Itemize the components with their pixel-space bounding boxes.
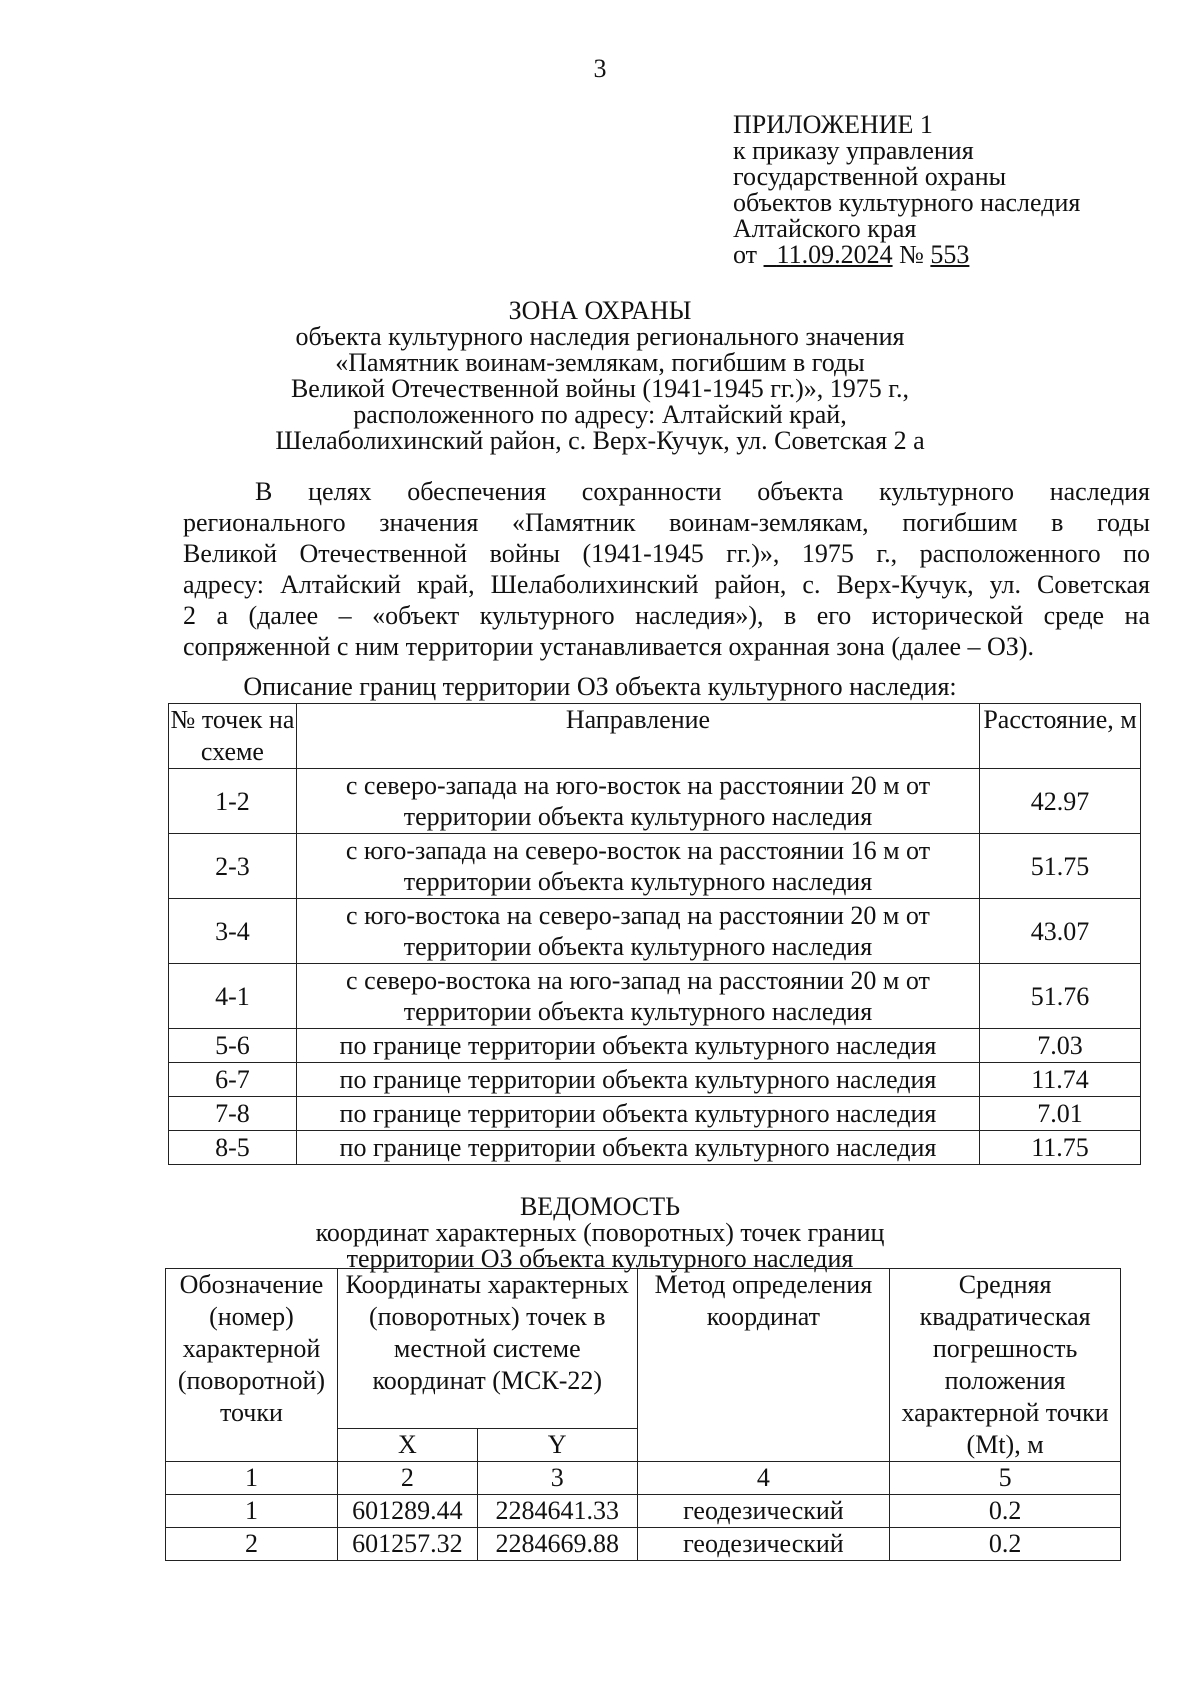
header-direction: Направление [296,704,979,769]
paragraph-line: Великой Отечественной войны (1941-1945 гг.)», 1975 г., расположенного по [183,539,1150,568]
paragraph-line: В целях обеспечения сохранности объекта культурного наследия [255,477,1150,506]
appendix-line: объектов культурного наследия [733,188,1081,217]
table-row [169,1063,1141,1097]
paragraph-line: регионального значения «Памятник воинам-землякам, погибшим в годы [183,508,1150,537]
table-row [169,834,1141,899]
cell-distance: 51.75 [980,834,1141,899]
coordinates-table [165,1268,1121,1561]
table-row [169,769,1141,834]
cell-direction: с северо-востока на юго-запад на расстоянии 20 м от территории объекта культурного наследия [296,964,979,1029]
cell-y: 2284669.88 [477,1528,637,1561]
header-designation: Обозначение (номер) характерной (поворотной) точки [166,1269,338,1462]
appendix-line: к приказу управления [733,136,974,165]
appendix-block [733,112,1080,268]
boundary-table-caption: Описание границ территории ОЗ объекта культурного наследия: [243,672,957,701]
zone-desc-line: Шелаболихинский район, с. Верх-Кучук, ул. Советская 2 а [275,426,925,455]
vedomost-subtitle-line: координат характерных (поворотных) точек границ [315,1218,885,1247]
cell-point: 1 [166,1495,338,1528]
column-number: 4 [637,1462,890,1495]
table-row [166,1528,1121,1561]
header-method: Метод определения координат [637,1269,890,1462]
cell-distance: 11.75 [980,1131,1141,1165]
cell-error: 0.2 [890,1495,1121,1528]
zone-desc-line: Великой Отечественной войны (1941-1945 гг.)», 1975 г., [290,374,910,403]
cell-points: 2-3 [169,834,297,899]
table-header-row [169,704,1141,769]
appendix-line: государственной охраны [733,162,1007,191]
paragraph-line: адресу: Алтайский край, Шелаболихинский район, с. Верх-Кучук, ул. Советская [183,570,1150,599]
cell-points: 7-8 [169,1097,297,1131]
cell-distance: 42.97 [980,769,1141,834]
order-date: 11.09.2024 [776,240,893,269]
appendix-line: Алтайского края [733,214,917,243]
table-row [169,1097,1141,1131]
cell-points: 8-5 [169,1131,297,1165]
cell-distance: 11.74 [980,1063,1141,1097]
zone-title: ЗОНА ОХРАНЫ [508,296,692,325]
vedomost-title: ВЕДОМОСТЬ [519,1192,681,1221]
cell-distance: 7.01 [980,1097,1141,1131]
cell-points: 6-7 [169,1063,297,1097]
column-number: 1 [166,1462,338,1495]
appendix-title: ПРИЛОЖЕНИЕ 1 [733,110,933,139]
zone-desc-line: «Памятник воинам-землякам, погибшим в годы [335,348,865,377]
boundary-table [168,703,1141,1165]
cell-y: 2284641.33 [477,1495,637,1528]
cell-direction: по границе территории объекта культурного наследия [296,1131,979,1165]
table-row [169,1131,1141,1165]
cell-points: 1-2 [169,769,297,834]
intro-paragraph [183,476,1150,662]
cell-direction: по границе территории объекта культурного наследия [296,1097,979,1131]
cell-method: геодезический [637,1528,890,1561]
order-number: 553 [930,240,970,269]
cell-x: 601257.32 [337,1528,477,1561]
vedomost-subtitle-line: территории ОЗ объекта культурного наследия [346,1244,854,1273]
cell-points: 4-1 [169,964,297,1029]
zone-desc-line: объекта культурного наследия регионального значения [295,322,905,351]
zone-desc-line: расположенного по адресу: Алтайский край, [353,400,847,429]
column-number: 5 [890,1462,1121,1495]
table-row [166,1495,1121,1528]
cell-points: 5-6 [169,1029,297,1063]
cell-error: 0.2 [890,1528,1121,1561]
vedomost-subtitle [0,1220,1200,1272]
cell-distance: 51.76 [980,964,1141,1029]
cell-method: геодезический [637,1495,890,1528]
zone-description [0,324,1200,454]
cell-distance: 43.07 [980,899,1141,964]
cell-point: 2 [166,1528,338,1561]
cell-x: 601289.44 [337,1495,477,1528]
header-y: Y [477,1429,637,1462]
page-number: 3 [593,54,607,83]
header-points: № точек на схеме [169,704,297,769]
cell-distance: 7.03 [980,1029,1141,1063]
table-row [169,1029,1141,1063]
header-coords: Координаты характерных (поворотных) точек в местной системе координат (МСК-22) [337,1269,637,1429]
header-distance: Расстояние, м [980,704,1141,769]
header-error: Средняя квадратическая погрешность положения характерной точки (Mt), м [890,1269,1121,1462]
cell-direction: по границе территории объекта культурного наследия [296,1063,979,1097]
cell-direction: с северо-запада на юго-восток на расстоянии 20 м от территории объекта культурного наследия [296,769,979,834]
cell-direction: с юго-запада на северо-восток на расстоянии 16 м от территории объекта культурного наследия [296,834,979,899]
cell-direction: по границе территории объекта культурного наследия [296,1029,979,1063]
table-header-row [166,1269,1121,1429]
header-x: X [337,1429,477,1462]
paragraph-line: 2 а (далее – «объект культурного наследия»), в его исторической среде на [183,601,1150,630]
column-number: 2 [337,1462,477,1495]
table-row [169,899,1141,964]
column-number-row [166,1462,1121,1495]
date-prefix: от [733,240,758,269]
table-row [169,964,1141,1029]
cell-direction: с юго-востока на северо-запад на расстоянии 20 м от территории объекта культурного наследия [296,899,979,964]
paragraph-line: сопряженной с ним территории устанавливается охранная зона (далее – ОЗ). [183,632,1034,661]
order-date-line [733,242,1080,268]
cell-points: 3-4 [169,899,297,964]
number-prefix: № [899,240,924,269]
column-number: 3 [477,1462,637,1495]
